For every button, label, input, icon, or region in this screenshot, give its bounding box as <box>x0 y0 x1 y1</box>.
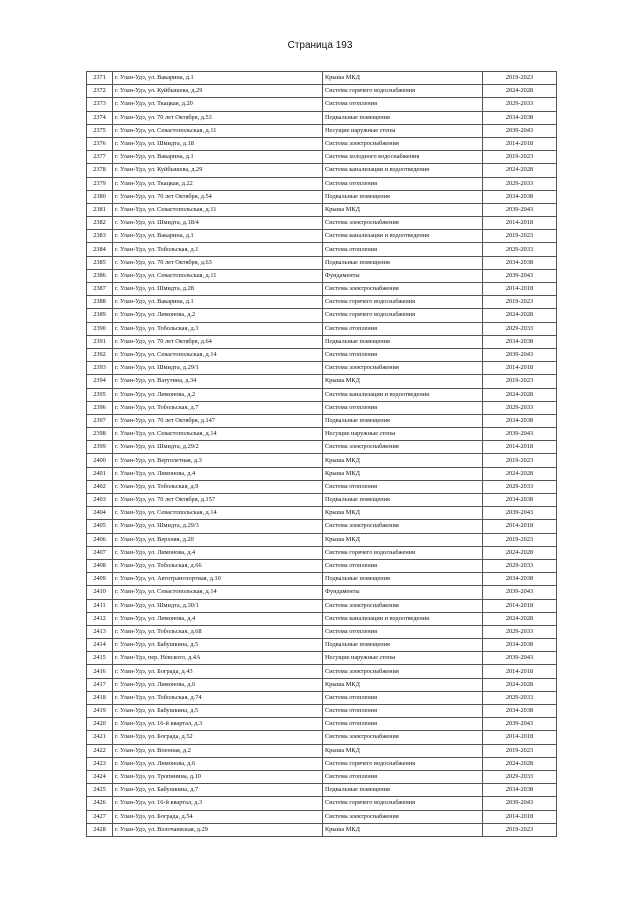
work-type-cell: Система отопления <box>323 625 483 638</box>
row-number-cell: 2380 <box>87 190 113 203</box>
row-number-cell: 2401 <box>87 467 113 480</box>
table-row <box>87 770 557 783</box>
work-type-cell: Несущие наружные стены <box>323 652 483 665</box>
period-cell: 2024-2028 <box>483 467 557 480</box>
row-number-cell: 2413 <box>87 625 113 638</box>
table-row <box>87 494 557 507</box>
row-number-cell: 2404 <box>87 507 113 520</box>
work-type-cell: Подвальные помещения <box>323 256 483 269</box>
address-cell: г. Улан-Удэ, ул. Тобольская, д.3 <box>113 322 323 335</box>
table-row <box>87 414 557 427</box>
address-cell: г. Улан-Удэ, ул. Ткацкая, д.20 <box>113 98 323 111</box>
work-type-cell: Система электроснабжения <box>323 137 483 150</box>
period-cell: 2034-2038 <box>483 414 557 427</box>
row-number-cell: 2389 <box>87 309 113 322</box>
work-type-cell: Подвальные помещения <box>323 573 483 586</box>
address-cell: г. Улан-Удэ, ул. 70 лет Октября, д.157 <box>113 494 323 507</box>
row-number-cell: 2412 <box>87 612 113 625</box>
table-row <box>87 124 557 137</box>
address-cell: г. Улан-Удэ, ул. Бограда, д.43 <box>113 665 323 678</box>
period-cell: 2039-2043 <box>483 652 557 665</box>
period-cell: 2034-2038 <box>483 494 557 507</box>
table-row <box>87 639 557 652</box>
row-number-cell: 2426 <box>87 797 113 810</box>
period-cell: 2014-2018 <box>483 731 557 744</box>
address-cell: г. Улан-Удэ, ул. Куйбышева, д.29 <box>113 164 323 177</box>
row-number-cell: 2423 <box>87 757 113 770</box>
period-cell: 2034-2038 <box>483 256 557 269</box>
row-number-cell: 2428 <box>87 823 113 836</box>
work-type-cell: Система горячего водоснабжения <box>323 757 483 770</box>
period-cell: 2029-2033 <box>483 480 557 493</box>
row-number-cell: 2417 <box>87 678 113 691</box>
work-type-cell: Система холодного водоснабжения <box>323 151 483 164</box>
work-type-cell: Система отопления <box>323 480 483 493</box>
period-cell: 2014-2018 <box>483 362 557 375</box>
table-row <box>87 612 557 625</box>
table-row <box>87 599 557 612</box>
row-number-cell: 2399 <box>87 441 113 454</box>
address-cell: г. Улан-Удэ, ул. Лимонова, д.4 <box>113 467 323 480</box>
row-number-cell: 2379 <box>87 177 113 190</box>
address-cell: г. Улан-Удэ, ул. Волочаевская, д.29 <box>113 823 323 836</box>
table-row <box>87 309 557 322</box>
address-cell: г. Улан-Удэ, ул. Лимонова, д.2 <box>113 388 323 401</box>
table-row <box>87 269 557 282</box>
period-cell: 2029-2033 <box>483 401 557 414</box>
row-number-cell: 2422 <box>87 744 113 757</box>
period-cell: 2024-2028 <box>483 164 557 177</box>
work-type-cell: Крыша МКД <box>323 467 483 480</box>
page-title: Страница 193 <box>287 40 353 51</box>
work-type-cell: Система горячего водоснабжения <box>323 546 483 559</box>
work-type-cell: Крыша МКД <box>323 375 483 388</box>
address-cell: г. Улан-Удэ, ул. Тобольская, д.66 <box>113 559 323 572</box>
period-cell: 2029-2033 <box>483 625 557 638</box>
row-number-cell: 2416 <box>87 665 113 678</box>
address-cell: г. Улан-Удэ, ул. Лимонова, д.6 <box>113 757 323 770</box>
row-number-cell: 2390 <box>87 322 113 335</box>
row-number-cell: 2418 <box>87 691 113 704</box>
period-cell: 2034-2038 <box>483 573 557 586</box>
period-cell: 2024-2028 <box>483 388 557 401</box>
address-cell: г. Улан-Удэ, ул. Тобольская, д.68 <box>113 625 323 638</box>
period-cell: 2014-2018 <box>483 137 557 150</box>
work-type-cell: Система отопления <box>323 718 483 731</box>
period-cell: 2014-2018 <box>483 283 557 296</box>
period-cell: 2024-2028 <box>483 612 557 625</box>
address-cell: г. Улан-Удэ, ул. Лимонова, д.4 <box>113 612 323 625</box>
address-cell: г. Улан-Удэ, ул. Вакарина, д.1 <box>113 72 323 85</box>
address-cell: г. Улан-Удэ, ул. 16-й квартал, д.3 <box>113 797 323 810</box>
table-row <box>87 111 557 124</box>
work-type-cell: Подвальные помещения <box>323 494 483 507</box>
period-cell: 2034-2038 <box>483 190 557 203</box>
register-table-body <box>87 72 557 837</box>
row-number-cell: 2419 <box>87 705 113 718</box>
address-cell: г. Улан-Удэ, ул. Севастопольская, д.14 <box>113 428 323 441</box>
work-type-cell: Крыша МКД <box>323 203 483 216</box>
period-cell: 2039-2043 <box>483 428 557 441</box>
table-row <box>87 203 557 216</box>
address-cell: г. Улан-Удэ, ул. Тропинина, д.10 <box>113 770 323 783</box>
address-cell: г. Улан-Удэ, ул. Вакарина, д.1 <box>113 230 323 243</box>
table-row <box>87 533 557 546</box>
table-row <box>87 296 557 309</box>
table-row <box>87 573 557 586</box>
work-type-cell: Система электроснабжения <box>323 283 483 296</box>
period-cell: 2019-2023 <box>483 454 557 467</box>
address-cell: г. Улан-Удэ, ул. Вакарина, д.1 <box>113 151 323 164</box>
table-row <box>87 85 557 98</box>
table-row <box>87 520 557 533</box>
table-row <box>87 467 557 480</box>
table-row <box>87 507 557 520</box>
address-cell: г. Улан-Удэ, ул. Шмидта, д.29/1 <box>113 362 323 375</box>
address-cell: г. Улан-Удэ, ул. Шмидта, д.18 <box>113 137 323 150</box>
table-row <box>87 441 557 454</box>
address-cell: г. Улан-Удэ, ул. Шмидта, д.30/1 <box>113 599 323 612</box>
work-type-cell: Система отопления <box>323 243 483 256</box>
table-row <box>87 217 557 230</box>
period-cell: 2024-2028 <box>483 309 557 322</box>
work-type-cell: Система канализации и водоотведения <box>323 230 483 243</box>
work-type-cell: Система электроснабжения <box>323 362 483 375</box>
table-row <box>87 98 557 111</box>
table-row <box>87 243 557 256</box>
work-type-cell: Подвальные помещения <box>323 414 483 427</box>
period-cell: 2024-2028 <box>483 85 557 98</box>
row-number-cell: 2387 <box>87 283 113 296</box>
row-number-cell: 2396 <box>87 401 113 414</box>
table-row <box>87 810 557 823</box>
work-type-cell: Система отопления <box>323 770 483 783</box>
work-type-cell: Крыша МКД <box>323 454 483 467</box>
table-row <box>87 335 557 348</box>
row-number-cell: 2420 <box>87 718 113 731</box>
work-type-cell: Система электроснабжения <box>323 217 483 230</box>
address-cell: г. Улан-Удэ, ул. 70 лет Октября, д.53 <box>113 111 323 124</box>
row-number-cell: 2414 <box>87 639 113 652</box>
row-number-cell: 2373 <box>87 98 113 111</box>
period-cell: 2039-2043 <box>483 797 557 810</box>
work-type-cell: Фундаменты <box>323 269 483 282</box>
table-row <box>87 586 557 599</box>
work-type-cell: Фундаменты <box>323 586 483 599</box>
table-row <box>87 718 557 731</box>
table-row <box>87 348 557 361</box>
address-cell: г. Улан-Удэ, ул. Бабушкина, д.5 <box>113 639 323 652</box>
table-row <box>87 652 557 665</box>
work-type-cell: Система отопления <box>323 691 483 704</box>
work-type-cell: Система электроснабжения <box>323 810 483 823</box>
row-number-cell: 2374 <box>87 111 113 124</box>
table-row <box>87 190 557 203</box>
table-row <box>87 256 557 269</box>
table-row <box>87 797 557 810</box>
period-cell: 2019-2023 <box>483 230 557 243</box>
address-cell: г. Улан-Удэ, ул. Тобольская, д.1 <box>113 243 323 256</box>
address-cell: г. Улан-Удэ, ул. Вакарина, д.1 <box>113 296 323 309</box>
address-cell: г. Улан-Удэ, ул. Бабушкина, д.7 <box>113 784 323 797</box>
period-cell: 2039-2043 <box>483 124 557 137</box>
address-cell: г. Улан-Удэ, ул. 70 лет Октября, д.64 <box>113 335 323 348</box>
work-type-cell: Подвальные помещения <box>323 190 483 203</box>
table-row <box>87 428 557 441</box>
table-row <box>87 784 557 797</box>
table-row <box>87 546 557 559</box>
period-cell: 2039-2043 <box>483 203 557 216</box>
work-type-cell: Система отопления <box>323 177 483 190</box>
work-type-cell: Крыша МКД <box>323 744 483 757</box>
table-row <box>87 164 557 177</box>
address-cell: г. Улан-Удэ, ул. Лимонова, д.6 <box>113 678 323 691</box>
work-type-cell: Система электроснабжения <box>323 599 483 612</box>
address-cell: г. Улан-Удэ, ул. Шмидта, д.29/2 <box>113 441 323 454</box>
work-type-cell: Система отопления <box>323 401 483 414</box>
work-type-cell: Несущие наружные стены <box>323 428 483 441</box>
row-number-cell: 2393 <box>87 362 113 375</box>
row-number-cell: 2408 <box>87 559 113 572</box>
table-row <box>87 322 557 335</box>
table-row <box>87 230 557 243</box>
work-type-cell: Несущие наружные стены <box>323 124 483 137</box>
row-number-cell: 2402 <box>87 480 113 493</box>
row-number-cell: 2415 <box>87 652 113 665</box>
table-row <box>87 731 557 744</box>
address-cell: г. Улан-Удэ, ул. Ватутина, д.34 <box>113 375 323 388</box>
row-number-cell: 2385 <box>87 256 113 269</box>
period-cell: 2034-2038 <box>483 705 557 718</box>
period-cell: 2019-2023 <box>483 533 557 546</box>
table-row <box>87 151 557 164</box>
row-number-cell: 2375 <box>87 124 113 137</box>
period-cell: 2034-2038 <box>483 111 557 124</box>
period-cell: 2024-2028 <box>483 546 557 559</box>
work-type-cell: Система отопления <box>323 348 483 361</box>
work-type-cell: Система отопления <box>323 705 483 718</box>
work-type-cell: Система горячего водоснабжения <box>323 85 483 98</box>
period-cell: 2039-2043 <box>483 269 557 282</box>
row-number-cell: 2421 <box>87 731 113 744</box>
table-row <box>87 137 557 150</box>
period-cell: 2034-2038 <box>483 639 557 652</box>
row-number-cell: 2383 <box>87 230 113 243</box>
table-row <box>87 705 557 718</box>
period-cell: 2019-2023 <box>483 151 557 164</box>
row-number-cell: 2394 <box>87 375 113 388</box>
row-number-cell: 2381 <box>87 203 113 216</box>
work-type-cell: Система электроснабжения <box>323 441 483 454</box>
address-cell: г. Улан-Удэ, ул. Ткацкая, д.22 <box>113 177 323 190</box>
row-number-cell: 2424 <box>87 770 113 783</box>
row-number-cell: 2392 <box>87 348 113 361</box>
address-cell: г. Улан-Удэ, ул. 70 лет Октября, д.63 <box>113 256 323 269</box>
row-number-cell: 2411 <box>87 599 113 612</box>
address-cell: г. Улан-Удэ, ул. Лимонова, д.2 <box>113 309 323 322</box>
row-number-cell: 2427 <box>87 810 113 823</box>
row-number-cell: 2395 <box>87 388 113 401</box>
address-cell: г. Улан-Удэ, ул. Бабушкина, д.5 <box>113 705 323 718</box>
work-type-cell: Система отопления <box>323 322 483 335</box>
row-number-cell: 2382 <box>87 217 113 230</box>
table-row <box>87 454 557 467</box>
table-row <box>87 375 557 388</box>
table-row <box>87 401 557 414</box>
period-cell: 2019-2023 <box>483 72 557 85</box>
address-cell: г. Улан-Удэ, ул. Севастопольская, д.11 <box>113 124 323 137</box>
work-type-cell: Крыша МКД <box>323 507 483 520</box>
work-type-cell: Система канализации и водоотведения <box>323 164 483 177</box>
table-row <box>87 283 557 296</box>
table-row <box>87 678 557 691</box>
address-cell: г. Улан-Удэ, ул. Тобольская, д.7 <box>113 401 323 414</box>
period-cell: 2034-2038 <box>483 784 557 797</box>
address-cell: г. Улан-Удэ, ул. Шмидта, д.29/3 <box>113 520 323 533</box>
row-number-cell: 2400 <box>87 454 113 467</box>
period-cell: 2034-2038 <box>483 335 557 348</box>
row-number-cell: 2386 <box>87 269 113 282</box>
table-row <box>87 625 557 638</box>
period-cell: 2024-2028 <box>483 678 557 691</box>
work-type-cell: Крыша МКД <box>323 823 483 836</box>
row-number-cell: 2388 <box>87 296 113 309</box>
address-cell: г. Улан-Удэ, ул. Вертолетная, д.3 <box>113 454 323 467</box>
row-number-cell: 2391 <box>87 335 113 348</box>
period-cell: 2029-2033 <box>483 770 557 783</box>
row-number-cell: 2410 <box>87 586 113 599</box>
row-number-cell: 2384 <box>87 243 113 256</box>
work-type-cell: Система горячего водоснабжения <box>323 797 483 810</box>
period-cell: 2014-2018 <box>483 441 557 454</box>
period-cell: 2029-2033 <box>483 98 557 111</box>
work-type-cell: Подвальные помещения <box>323 639 483 652</box>
address-cell: г. Улан-Удэ, ул. Лимонова, д.4 <box>113 546 323 559</box>
period-cell: 2029-2033 <box>483 691 557 704</box>
period-cell: 2029-2033 <box>483 322 557 335</box>
table-row <box>87 177 557 190</box>
address-cell: г. Улан-Удэ, ул. Куйбышева, д.29 <box>113 85 323 98</box>
period-cell: 2039-2043 <box>483 718 557 731</box>
table-row <box>87 72 557 85</box>
table-row <box>87 744 557 757</box>
period-cell: 2019-2023 <box>483 375 557 388</box>
row-number-cell: 2409 <box>87 573 113 586</box>
table-row <box>87 691 557 704</box>
address-cell: г. Улан-Удэ, ул. Севастопольская, д.14 <box>113 507 323 520</box>
work-type-cell: Система отопления <box>323 559 483 572</box>
work-type-cell: Система электроснабжения <box>323 520 483 533</box>
period-cell: 2039-2043 <box>483 507 557 520</box>
row-number-cell: 2425 <box>87 784 113 797</box>
work-type-cell: Система канализации и водоотведения <box>323 388 483 401</box>
period-cell: 2039-2043 <box>483 348 557 361</box>
table-row <box>87 362 557 375</box>
work-type-cell: Система электроснабжения <box>323 731 483 744</box>
address-cell: г. Улан-Удэ, ул. Севастопольская, д.11 <box>113 203 323 216</box>
period-cell: 2014-2018 <box>483 599 557 612</box>
work-type-cell: Крыша МКД <box>323 678 483 691</box>
row-number-cell: 2406 <box>87 533 113 546</box>
work-type-cell: Крыша МКД <box>323 72 483 85</box>
table-row <box>87 665 557 678</box>
address-cell: г. Улан-Удэ, ул. Севастопольская, д.14 <box>113 348 323 361</box>
period-cell: 2024-2028 <box>483 757 557 770</box>
work-type-cell: Подвальные помещения <box>323 784 483 797</box>
row-number-cell: 2405 <box>87 520 113 533</box>
period-cell: 2014-2018 <box>483 665 557 678</box>
address-cell: г. Улан-Удэ, пер. Невского, д.4А <box>113 652 323 665</box>
row-number-cell: 2378 <box>87 164 113 177</box>
work-type-cell: Система отопления <box>323 98 483 111</box>
period-cell: 2029-2033 <box>483 177 557 190</box>
period-cell: 2039-2043 <box>483 586 557 599</box>
period-cell: 2014-2018 <box>483 810 557 823</box>
row-number-cell: 2398 <box>87 428 113 441</box>
period-cell: 2014-2018 <box>483 217 557 230</box>
period-cell: 2029-2033 <box>483 243 557 256</box>
work-type-cell: Система канализации и водоотведения <box>323 612 483 625</box>
row-number-cell: 2371 <box>87 72 113 85</box>
work-type-cell: Подвальные помещения <box>323 111 483 124</box>
row-number-cell: 2397 <box>87 414 113 427</box>
row-number-cell: 2407 <box>87 546 113 559</box>
period-cell: 2019-2023 <box>483 744 557 757</box>
period-cell: 2029-2033 <box>483 559 557 572</box>
address-cell: г. Улан-Удэ, ул. 70 лет Октября, д.54 <box>113 190 323 203</box>
address-cell: г. Улан-Удэ, ул. Бограда, д.54 <box>113 810 323 823</box>
address-cell: г. Улан-Удэ, ул. 16-й квартал, д.3 <box>113 718 323 731</box>
address-cell: г. Улан-Удэ, ул. Шмидта, д.28 <box>113 283 323 296</box>
work-type-cell: Крыша МКД <box>323 533 483 546</box>
address-cell: г. Улан-Удэ, ул. Тобольская, д.9 <box>113 480 323 493</box>
period-cell: 2019-2023 <box>483 296 557 309</box>
address-cell: г. Улан-Удэ, ул. Севастопольская, д.11 <box>113 269 323 282</box>
address-cell: г. Улан-Удэ, ул. Севастопольская, д.14 <box>113 586 323 599</box>
row-number-cell: 2376 <box>87 137 113 150</box>
register-table <box>86 71 557 837</box>
address-cell: г. Улан-Удэ, ул. 70 лет Октября, д.147 <box>113 414 323 427</box>
table-row <box>87 559 557 572</box>
table-row <box>87 757 557 770</box>
address-cell: г. Улан-Удэ, ул. Верхняя, д.20 <box>113 533 323 546</box>
address-cell: г. Улан-Удэ, ул. Тобольская, д.74 <box>113 691 323 704</box>
work-type-cell: Подвальные помещения <box>323 335 483 348</box>
address-cell: г. Улан-Удэ, ул. Военная, д.2 <box>113 744 323 757</box>
row-number-cell: 2377 <box>87 151 113 164</box>
address-cell: г. Улан-Удэ, ул. Автотранспортная, д.10 <box>113 573 323 586</box>
table-row <box>87 388 557 401</box>
work-type-cell: Система горячего водоснабжения <box>323 309 483 322</box>
period-cell: 2014-2018 <box>483 520 557 533</box>
table-row <box>87 480 557 493</box>
row-number-cell: 2372 <box>87 85 113 98</box>
address-cell: г. Улан-Удэ, ул. Бограда, д.52 <box>113 731 323 744</box>
work-type-cell: Система горячего водоснабжения <box>323 296 483 309</box>
address-cell: г. Улан-Удэ, ул. Шмидта, д.18/4 <box>113 217 323 230</box>
table-row <box>87 823 557 836</box>
work-type-cell: Система электроснабжения <box>323 665 483 678</box>
period-cell: 2019-2023 <box>483 823 557 836</box>
row-number-cell: 2403 <box>87 494 113 507</box>
